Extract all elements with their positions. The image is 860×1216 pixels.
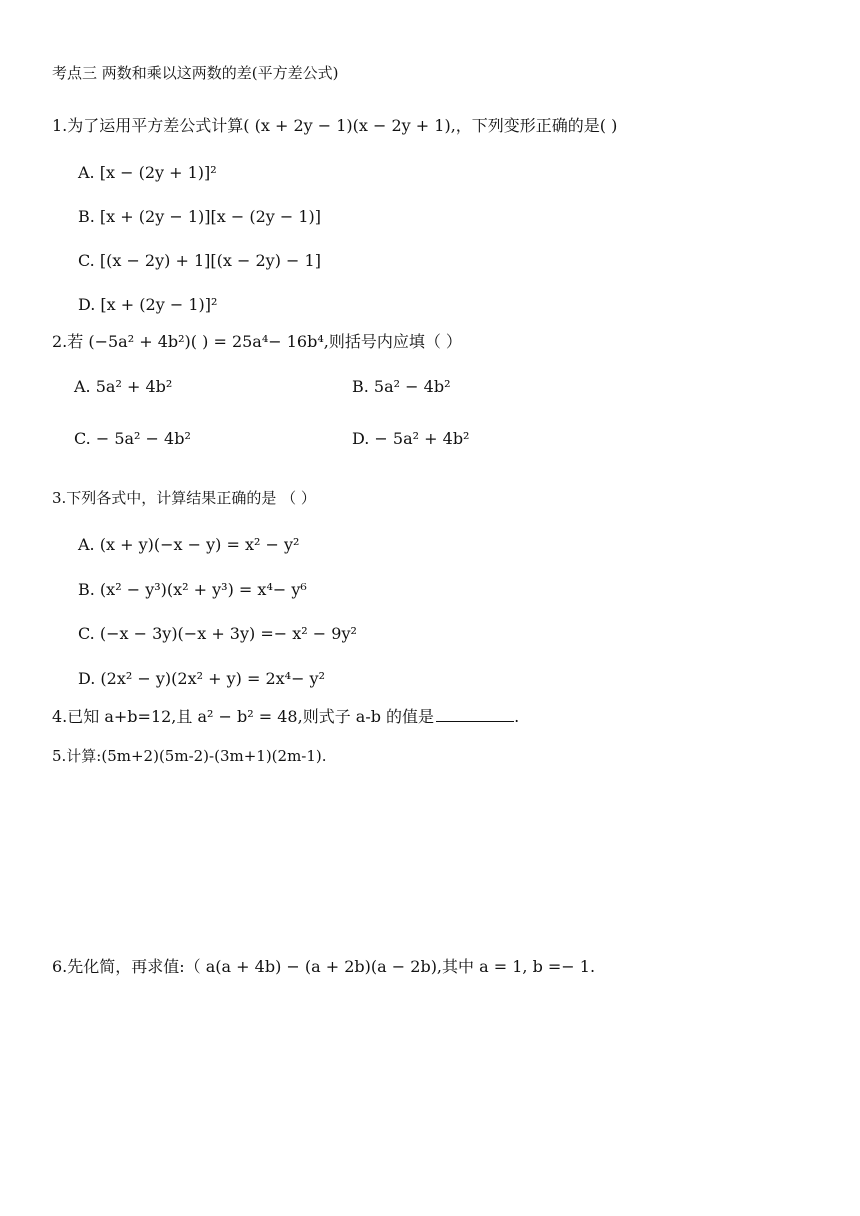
question-1-option-d: D. [x + (2y − 1)]²	[78, 295, 218, 314]
question-6-stem: 6.先化简，再求值:（ a(a + 4b) − (a + 2b)(a − 2b),其中 a = 1, b =− 1.	[52, 957, 596, 976]
question-3-option-a: A. (x + y)(−x − y) = x² − y²	[78, 535, 300, 554]
question-2-option-a: A. 5a² + 4b²	[74, 377, 173, 396]
question-4-period: .	[514, 707, 520, 726]
question-3-stem: 3.下列各式中，计算结果正确的是 （ ）	[52, 489, 316, 507]
question-1-option-b: B. [x + (2y − 1)][x − (2y − 1)]	[78, 207, 322, 226]
question-1-option-a: A. [x − (2y + 1)]²	[78, 163, 217, 182]
question-2-option-b: B. 5a² − 4b²	[352, 377, 451, 396]
question-3-option-d: D. (2x² − y)(2x² + y) = 2x⁴− y²	[78, 669, 326, 688]
question-5-stem: 5.计算:(5m+2)(5m-2)-(3m+1)(2m-1).	[52, 747, 327, 765]
question-2-option-c: C. − 5a² − 4b²	[74, 429, 191, 448]
question-4-stem	[52, 706, 519, 728]
question-1-option-c: C. [(x − 2y) + 1][(x − 2y) − 1]	[78, 251, 321, 270]
question-3-option-c: C. (−x − 3y)(−x + 3y) =− x² − 9y²	[78, 624, 357, 643]
answer-blank[interactable]	[436, 707, 514, 722]
question-4-text: 4.已知 a+b=12,且 a² − b² = 48,则式子 a-b 的值是	[52, 707, 435, 726]
question-2-option-d: D. − 5a² + 4b²	[352, 429, 470, 448]
question-3-option-b: B. (x² − y³)(x² + y³) = x⁴− y⁶	[78, 580, 307, 599]
question-2-stem: 2.若 (−5a² + 4b²)( ) = 25a⁴− 16b⁴,则括号内应填（ ）	[52, 332, 462, 351]
section-title: 考点三 两数和乘以这两数的差(平方差公式)	[52, 64, 339, 82]
question-1-stem: 1.为了运用平方差公式计算( (x + 2y − 1)(x − 2y + 1),，下列变形正确的是( )	[52, 116, 618, 135]
